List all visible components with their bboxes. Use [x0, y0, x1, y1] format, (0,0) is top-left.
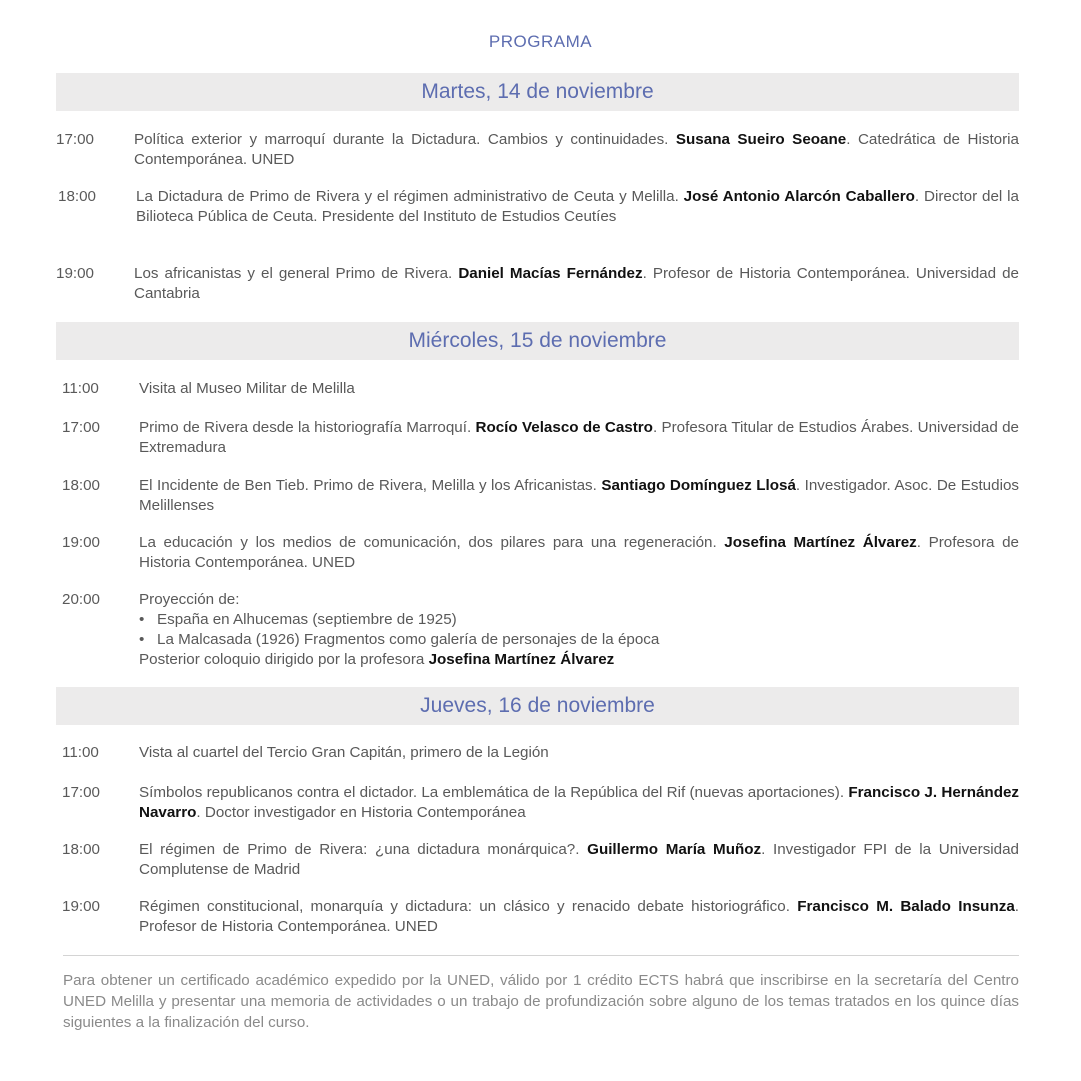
speaker-name: Santiago Domínguez Llosá	[601, 477, 796, 494]
speaker-name: Rocío Velasco de Castro	[475, 419, 653, 436]
schedule-row	[56, 418, 1019, 458]
speaker-name: José Antonio Alarcón Caballero	[683, 188, 915, 205]
list-item: • España en Alhucemas (septiembre de 1925)	[139, 611, 457, 628]
row-time: 17:00	[62, 784, 101, 801]
schedule-row	[56, 476, 1019, 516]
row-text: Régimen constitucional, monarquía y dictadura: un clásico y renacido debate historiográfico. Francisco M. Balado Insunza. Profesor de Historia Contemporánea. UNED	[139, 898, 1019, 935]
row-text: Política exterior y marroquí durante la Dictadura. Cambios y continuidades. Susana Sueiro Seoane. Catedrática de Historia Contemporánea. UNED	[134, 131, 1019, 168]
row-time: 19:00	[62, 898, 101, 915]
schedule-row	[56, 590, 1019, 670]
page-title: PROGRAMA	[488, 32, 593, 51]
row-text: Símbolos republicanos contra el dictador. La emblemática de la República del Rif (nuevas aportaciones). Francisco J. Hernández Navarro. Doctor investigador en Historia Contemporánea	[139, 784, 1020, 821]
schedule-row	[56, 840, 1019, 880]
row-time: 11:00	[62, 380, 99, 397]
schedule-row	[56, 187, 1019, 227]
footer-divider	[63, 955, 1019, 956]
speaker-name: Daniel Macías Fernández	[458, 265, 643, 282]
row-time: 11:00	[62, 744, 99, 761]
list-item: • La Malcasada (1926) Fragmentos como galería de personajes de la época	[139, 631, 660, 648]
row-text: El régimen de Primo de Rivera: ¿una dictadura monárquica?. Guillermo María Muñoz. Investigador FPI de la Universidad Complutense de Madrid	[139, 841, 1019, 878]
row-text: Visita al Museo Militar de Melilla	[139, 380, 355, 397]
row-time: 18:00	[62, 477, 101, 494]
speaker-name: Francisco M. Balado Insunza	[797, 898, 1015, 915]
schedule-row	[56, 783, 1019, 823]
row-text: La Dictadura de Primo de Rivera y el régimen administrativo de Ceuta y Melilla. José Antonio Alarcón Caballero. Director del la Bilioteca Pública de Ceuta. Presidente del Instituto de Estudios Ceutíes	[136, 188, 1019, 225]
schedule-row	[56, 743, 1019, 763]
row-text: La educación y los medios de comunicación, dos pilares para una regeneración. Josefina Martínez Álvarez. Profesora de Historia Contemporánea. UNED	[139, 534, 1019, 571]
row-time: 19:00	[56, 265, 95, 282]
row-text: Vista al cuartel del Tercio Gran Capitán, primero de la Legión	[139, 744, 549, 761]
speaker-name: Josefina Martínez Álvarez	[724, 534, 917, 551]
speaker-name: Francisco J. Hernández Navarro	[139, 784, 1020, 821]
schedule-row	[56, 264, 1019, 304]
row-time: 17:00	[62, 419, 101, 436]
speaker-name: Josefina Martínez Álvarez	[428, 651, 615, 668]
speaker-name: Susana Sueiro Seoane	[675, 131, 847, 148]
day-header-martes: Martes, 14 de noviembre	[56, 73, 1019, 111]
row-time: 17:00	[56, 131, 95, 148]
day-header-miercoles: Miércoles, 15 de noviembre	[56, 322, 1019, 360]
row-time: 18:00	[58, 188, 97, 205]
row-time: 19:00	[62, 534, 101, 551]
day-header-jueves: Jueves, 16 de noviembre	[56, 687, 1019, 725]
row-text: El Incidente de Ben Tieb. Primo de Rivera, Melilla y los Africanistas. Santiago Domínguez Llosá. Investigador. Asoc. De Estudios Melillenses	[139, 477, 1019, 514]
row-text: Primo de Rivera desde la historiografía Marroquí. Rocío Velasco de Castro. Profesora Titular de Estudios Árabes. Universidad de Extremadura	[139, 419, 1020, 456]
row-text: Proyección de: • España en Alhucemas (septiembre de 1925) • La Malcasada (1926) Fragmentos como galería de personajes de la época Posterior coloquio dirigido por la profesora Josefina Martínez Álvarez	[139, 590, 1019, 670]
row-text: Los africanistas y el general Primo de Rivera. Daniel Macías Fernández. Profesor de Historia Contemporánea. Universidad de Cantabria	[134, 265, 1019, 302]
schedule-row	[56, 379, 1019, 399]
row-time: 18:00	[62, 841, 101, 858]
row-time: 20:00	[62, 591, 101, 608]
schedule-row	[56, 533, 1019, 573]
speaker-name: Guillermo María Muñoz	[587, 841, 762, 858]
schedule-row	[56, 130, 1019, 170]
certificate-note: Para obtener un certificado académico expedido por la UNED, válido por 1 crédito ECTS habrá que inscribirse en la secretaría del Centro UNED Melilla y presentar una memoria de actividades o un trabajo de profundización sobre alguno de los temas tratados en los quince días siguientes a la finalización del curso.	[63, 972, 1019, 1031]
schedule-row	[56, 897, 1019, 937]
